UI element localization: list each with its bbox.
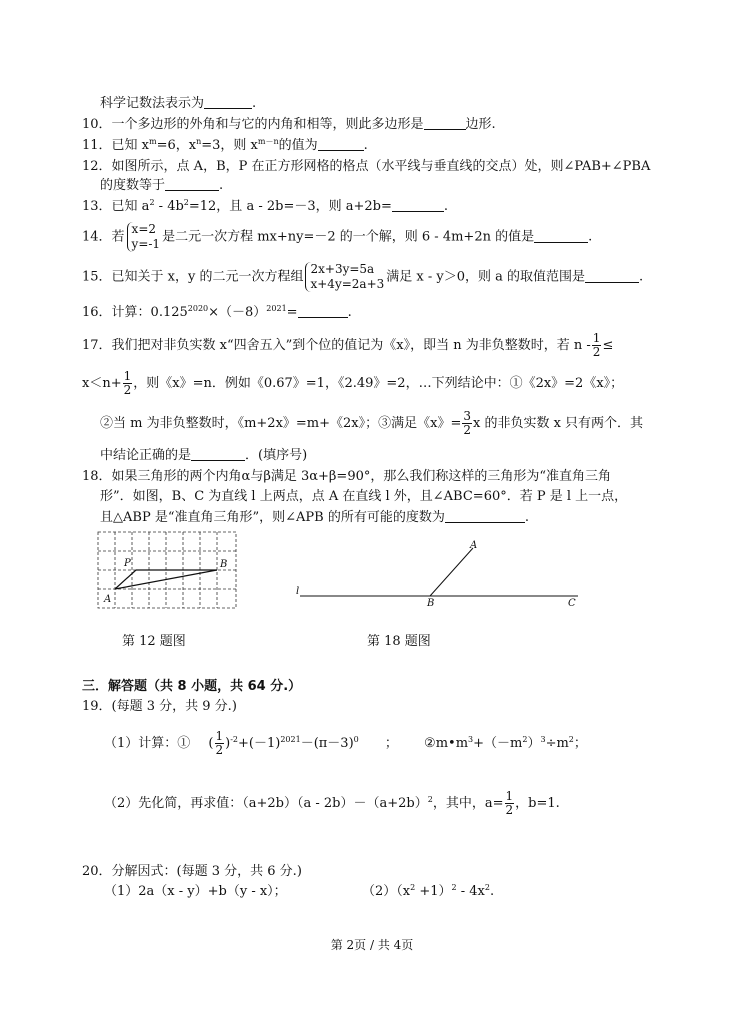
answer-blank [318,138,364,151]
question-11 [82,138,368,154]
question-17-line3 [100,410,643,437]
q19-exp: 3 [468,735,474,744]
q11-c: =3，则 x [201,138,258,153]
q17-line3b: x 的非负实数 x 只有两个．其 [473,416,644,431]
q19-exp: 2021 [280,735,301,744]
q16-end: . [347,305,352,320]
figure-12-grid [96,530,238,612]
segment-ba [430,548,473,596]
q19-exp: 2 [427,795,433,804]
question-17-line2 [82,370,623,397]
q19-expr: +(－1) [238,736,281,751]
q16-a: 16．计算：0.125 [82,305,188,320]
q19-sep: ； [384,736,398,751]
label-a: A [104,594,112,605]
q19-p2-a: （2）先化简，再求值：（a+2b）（a - 2b）－（a+2b） [104,796,428,811]
q13-exp: 2 [149,198,155,207]
question-16 [82,305,352,321]
q13-c: =12，且 a - 2b=－3，则 a+2b= [188,199,392,214]
answer-blank [445,510,525,523]
q11-b: =6，x [156,138,197,153]
q12-line2: 的度数等于 [100,178,166,193]
q19-exp: 3 [540,735,546,744]
q20-exp: 2 [451,883,457,892]
fraction [123,370,133,397]
q12-end: . [219,178,224,193]
question-20-title: 20．分解因式：(每题 3 分，共 6 分.) [82,864,302,879]
eq1: 2x+3y=5a [310,262,375,276]
q11-exp: n [196,137,202,146]
q19-part2: +（－m [473,736,523,751]
q19-part2: ②m•m [424,736,469,751]
q17-line3a: ②当 m 为非负整数时，《m+2x》=m+《2x》；③满足《x》= [100,416,462,431]
figure-18-diagram [290,536,590,612]
question-17-line1 [82,332,613,359]
q15-end: . [639,269,644,285]
q20-p2-a: （2）（x [362,884,411,899]
q18-end: . [524,510,529,525]
question-18-line1 [82,469,611,485]
frac-den: 2 [215,743,224,757]
q20-exp: 2 [484,883,490,892]
question-19-title: 19．(每题 3 分，共 9 分.) [82,699,237,714]
q19-p2-c: ，b=1. [515,796,560,811]
q9-text: 科学记数法表示为 [100,96,205,111]
fraction [592,332,602,359]
question-10 [82,117,496,133]
section-3-title: 三．解答题（共 8 小题，共 64 分.） [82,679,302,694]
q13-a: 13．已知 a [82,199,150,214]
fraction [215,730,225,757]
frac-num: 1 [215,729,224,743]
q9-tail [100,96,256,112]
q11-exp: m－n [257,137,279,146]
q14-post: 是二元一次方程 mx+ny=－2 的一个解，则 6 - 4m+2n 的值是 [162,229,535,245]
q18-line1: 18．如果三角形的两个内角α与β满足 3α+β=90°，那么我们称这样的三角形为“准直角三角 [82,469,612,484]
question-18-line3 [100,510,529,526]
question-17-line4 [100,448,307,464]
frac-den: 2 [123,383,132,397]
q19-p1-label: （1）计算：① [104,736,191,751]
q14-pre: 14．若 [82,229,125,245]
frac-num: 1 [592,331,601,345]
q19-part2: ） [527,736,541,751]
answer-blank [585,270,639,283]
eq2: x+4y=2a+3 [310,277,385,291]
q20-exp: 2 [410,883,416,892]
answer-blank [534,230,588,243]
q11-a: 11．已知 x [82,138,150,153]
q11-d: 的值为 [278,138,318,153]
q19-p2-b: ，其中，a= [432,796,504,811]
q10-end: 边形. [465,117,496,132]
q19-exp: 0 [353,735,359,744]
q15-post: 满足 x - y＞0，则 a 的取值范围是 [386,269,586,285]
q18-line2: 形”．如图，B、C 为直线 l 上两点，点 A 在直线 l 外，且∠ABC=60°．若 P 是 l 上一点， [100,489,628,504]
frac-den: 2 [463,423,471,437]
q17-line2a: x＜n+ [82,376,122,391]
question-20-part1: （1）2a（x - y）+b（y - x）； [104,884,287,899]
question-19-part1 [104,730,587,757]
question-12-line1 [82,159,650,175]
q16-exp: 2020 [187,304,209,313]
q20-p2-b: +1） [415,884,452,899]
q17-line4: 中结论正确的是 [100,448,192,463]
q13-exp: 2 [183,198,189,207]
question-19-part2 [104,790,560,817]
q20-p2-c: - 4x [456,884,485,899]
figure-12-caption: 第 12 题图 [122,634,186,649]
fraction [505,790,515,817]
q11-exp: m [149,137,157,146]
q16-b: ×（－8） [208,305,267,320]
frac-den: 2 [592,345,601,359]
q17-line4-end: ．(填序号) [245,448,308,463]
q17-line1: 17．我们把对非负实数 x“四舍五入”到个位的值记为《x》，即当 n 为非负整数时，若 n - [82,338,591,353]
answer-blank [424,117,466,130]
equation-system [305,262,384,292]
frac-num: 1 [123,369,132,383]
question-20-part2 [362,884,494,900]
label-p: P [124,558,131,569]
question-13 [82,199,448,215]
q14-end: . [588,229,593,245]
q19-paren: ( [208,736,214,751]
q17-line2b: ，则《x》=n．例如《0.67》=1，《2.49》=2，…下列结论中：①《2x》=2《x》； [133,376,624,391]
answer-blank [298,305,348,318]
question-18-line2 [100,489,627,505]
answer-blank [165,178,219,191]
answer-blank [191,448,245,461]
q17-le: ≤ [602,338,614,353]
q16-exp: 2021 [266,304,287,313]
q12-line1: 12．如图所示，点 A，B，P 在正方形网格的格点（水平线与垂直线的交点）处，则∠PAB+∠PBA [82,159,651,174]
label-b: B [427,598,435,609]
q13-b: - 4b [154,199,184,214]
figure-18-caption: 第 18 题图 [367,634,431,649]
answer-blank [392,199,444,212]
q19-exp: 2 [522,735,528,744]
q19-expr: －(π－3) [300,736,354,751]
q19-exp: 2 [568,735,574,744]
label-a: A [470,540,478,551]
question-12-line2 [100,178,223,194]
q11-end: . [363,138,368,153]
eq1: x=2 [131,222,157,236]
question-15 [82,262,643,292]
answer-blank [204,96,252,109]
q13-end: . [443,199,449,214]
q19-part2: ÷m [545,736,569,751]
q15-pre: 15．已知关于 x，y 的二元一次方程组 [82,269,304,285]
q19-paren: ) [225,736,231,751]
question-14 [82,222,592,252]
label-b: B [220,559,228,570]
label-c: C [568,598,576,609]
equation-system [127,222,161,252]
q20-p2-d: . [489,884,495,899]
q10-text: 10．一个多边形的外角和与它的内角和相等，则此多边形是 [82,117,424,132]
fraction [462,410,472,437]
frac-den: 2 [505,803,514,817]
eq2: y=-1 [131,237,161,251]
frac-num: 3 [463,409,471,423]
q19-exp: -2 [230,735,239,744]
label-l: l [296,586,300,597]
q19-part2: ； [573,736,587,751]
q9-end: . [252,96,257,111]
q18-line3: 且△ABP 是“准直角三角形”，则∠APB 的所有可能的度数为 [100,510,445,525]
page-footer: 第 2页 / 共 4页 [330,938,414,952]
q16-c: = [286,305,298,320]
frac-num: 1 [505,789,514,803]
